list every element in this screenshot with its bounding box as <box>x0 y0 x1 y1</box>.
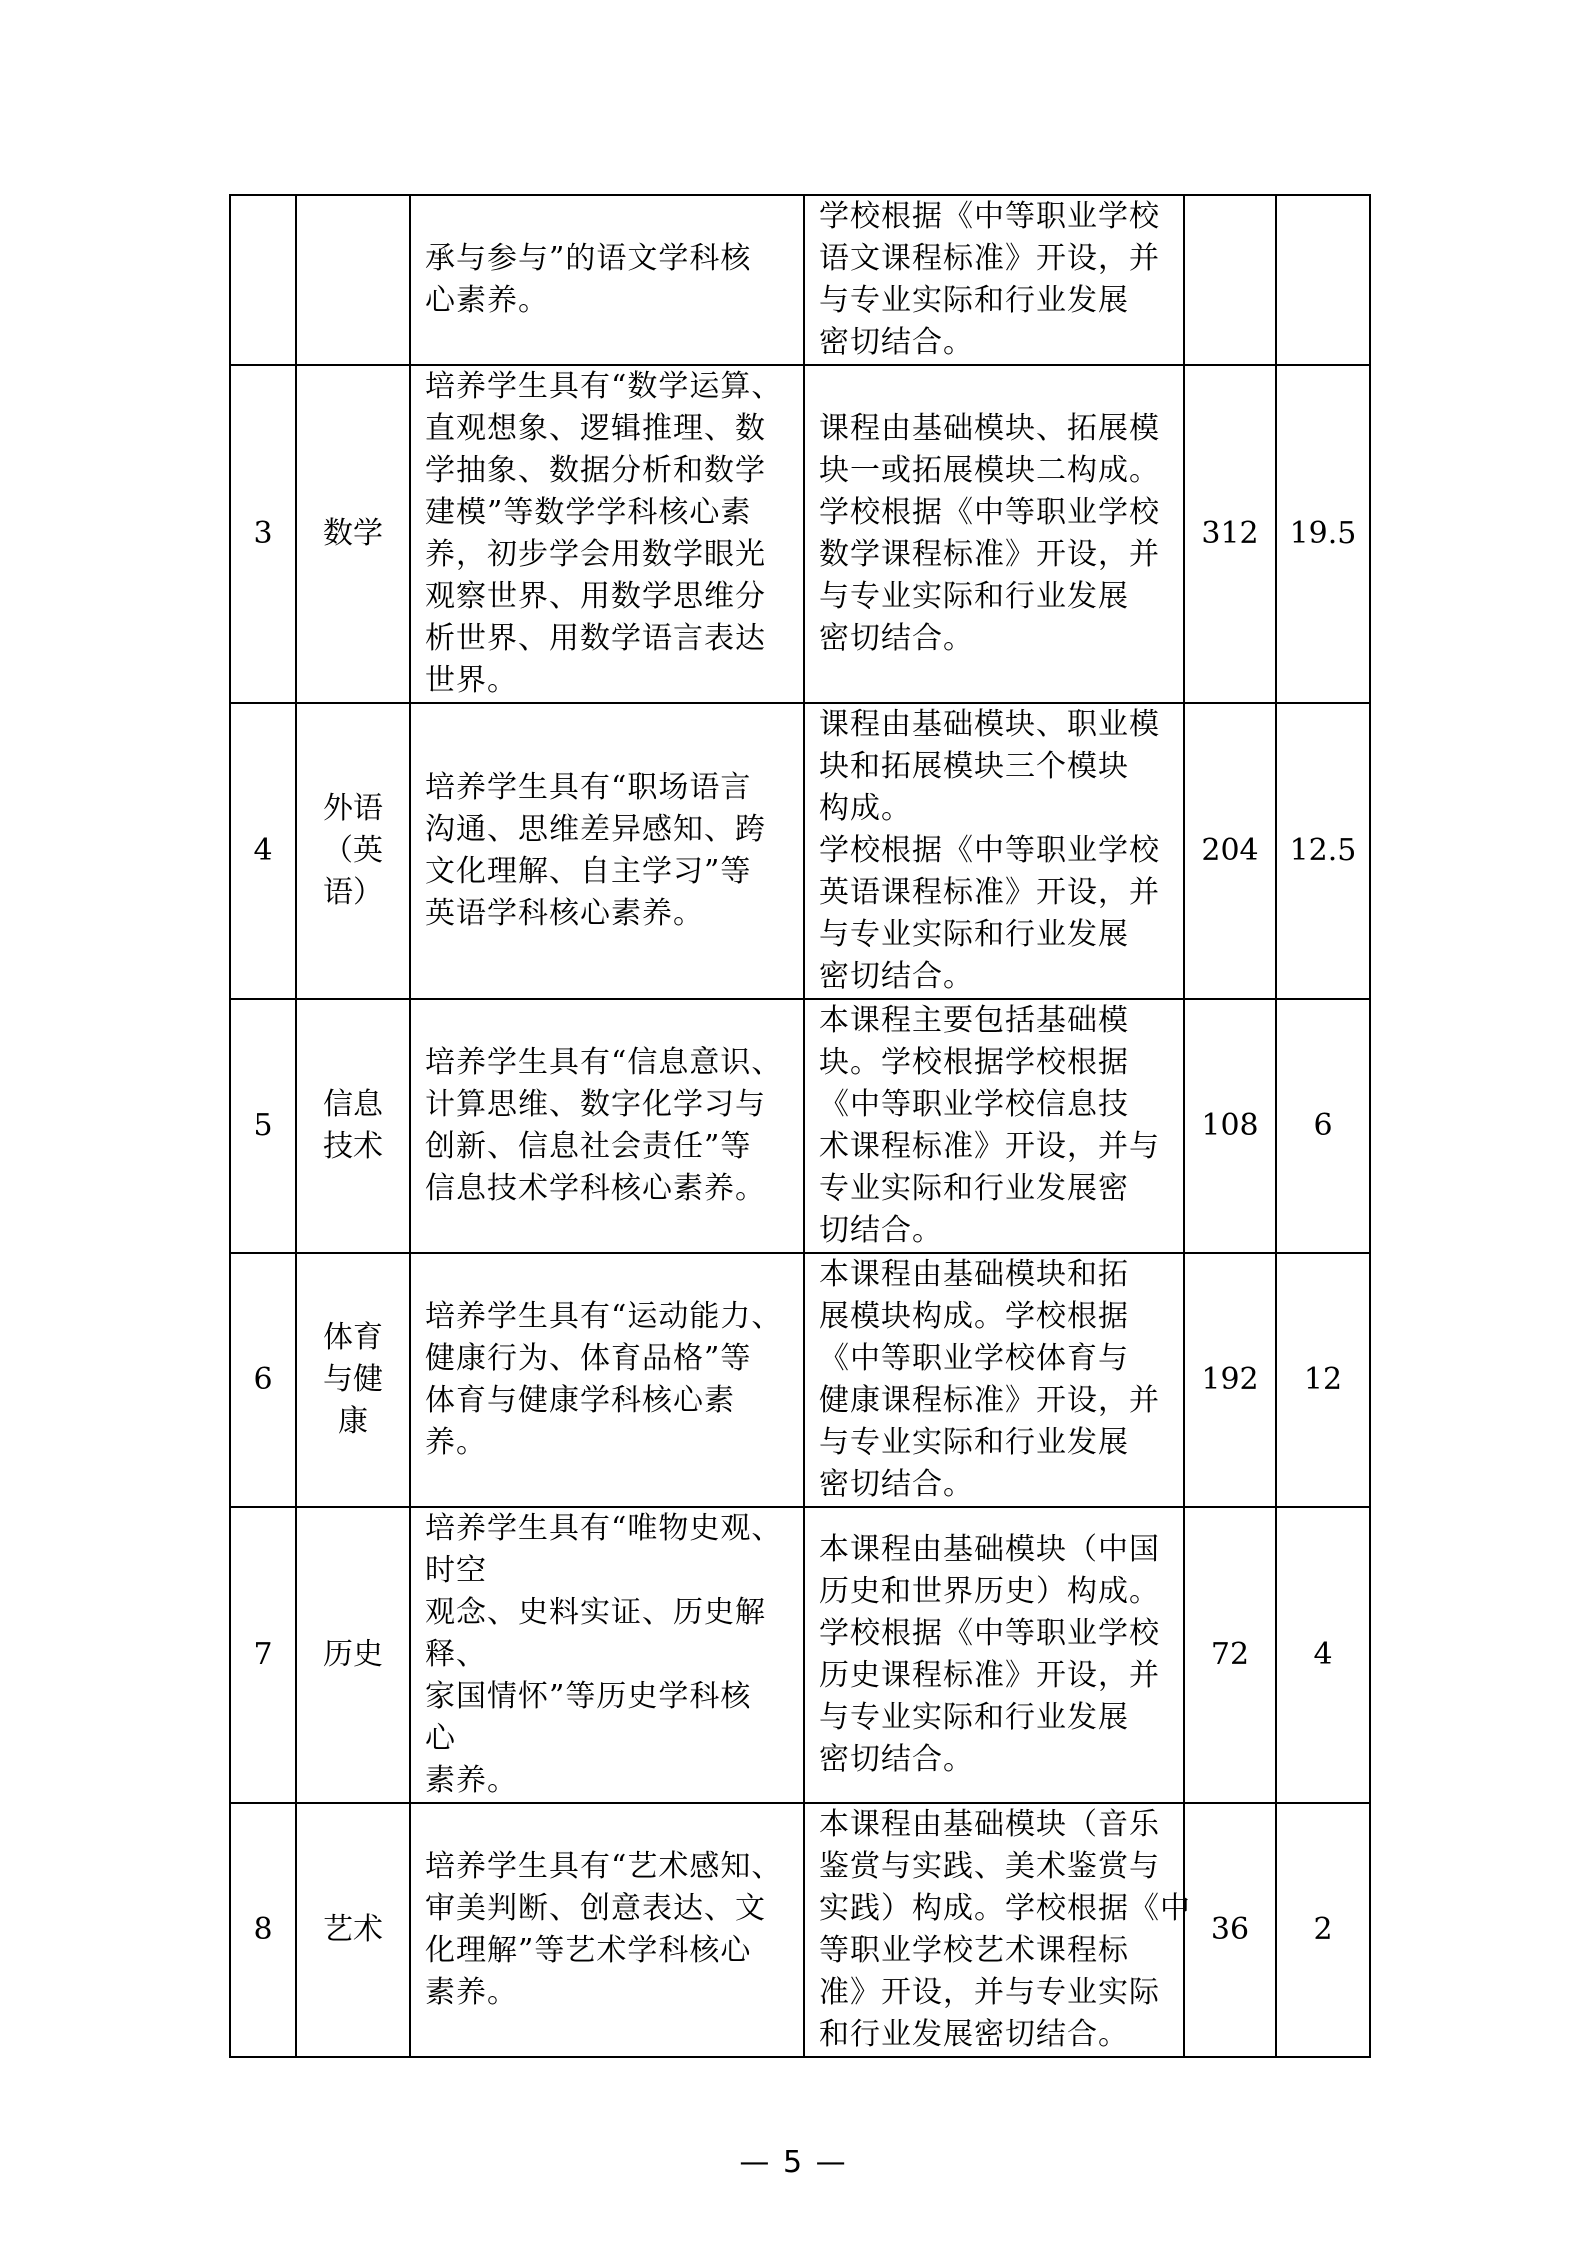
course-objective-line: 直观想象、逻辑推理、数 <box>425 411 766 446</box>
course-objective-line: 培养学生具有“数学运算、 <box>425 369 783 404</box>
course-hours <box>1184 195 1276 365</box>
course-requirement-line: 学校根据《中等职业学校 <box>819 1616 1160 1651</box>
course-objective-line: 观察世界、用数学思维分 <box>425 579 766 614</box>
course-credits: 2 <box>1276 1803 1370 2057</box>
course-requirement-line: 与专业实际和行业发展 <box>819 579 1129 614</box>
course-requirement-line: 密切结合。 <box>819 621 974 656</box>
course-name-line: 与健 <box>323 1362 383 1397</box>
course-objective-line: 建模”等数学学科核心素 <box>425 495 752 530</box>
course-requirement-line: 课程由基础模块、拓展模 <box>819 411 1160 446</box>
course-objective-line: 培养学生具有“艺术感知、 <box>425 1849 783 1884</box>
course-number: 5 <box>230 999 296 1253</box>
course-requirement <box>804 195 1184 365</box>
course-name <box>296 365 410 703</box>
table-row <box>230 365 1370 703</box>
course-name <box>296 1803 410 2057</box>
course-credits: 4 <box>1276 1507 1370 1803</box>
course-hours: 72 <box>1184 1507 1276 1803</box>
course-requirement-line: 密切结合。 <box>819 959 974 994</box>
course-objective-line: 时空 <box>425 1553 487 1588</box>
course-table <box>229 194 1371 2058</box>
course-objective-line: 养。 <box>425 1425 487 1460</box>
course-number: 8 <box>230 1803 296 2057</box>
course-requirement-line: 历史和世界历史）构成。 <box>819 1574 1160 1609</box>
course-requirement-line: 本课程由基础模块（中国 <box>819 1532 1160 1567</box>
course-credits: 19.5 <box>1276 365 1370 703</box>
course-objective-line: 释、 <box>425 1637 487 1672</box>
course-credits: 6 <box>1276 999 1370 1253</box>
course-requirement-line: 学校根据《中等职业学校 <box>819 199 1160 234</box>
course-requirement-line: 《中等职业学校信息技 <box>819 1087 1129 1122</box>
course-table-body <box>230 195 1370 2057</box>
course-number: 3 <box>230 365 296 703</box>
course-requirement-line: 历史课程标准》开设，并 <box>819 1658 1160 1693</box>
course-objective <box>410 1507 804 1803</box>
course-number: 6 <box>230 1253 296 1507</box>
course-name-line: 技术 <box>323 1129 383 1164</box>
course-objective <box>410 703 804 999</box>
course-objective <box>410 365 804 703</box>
course-requirement-line: 准》开设，并与专业实际 <box>819 1975 1160 2010</box>
course-requirement-line: 块和拓展模块三个模块 <box>819 749 1129 784</box>
course-requirement-line: 《中等职业学校体育与 <box>819 1341 1129 1376</box>
course-hours: 36 <box>1184 1803 1276 2057</box>
course-requirement-line: 密切结合。 <box>819 1467 974 1502</box>
course-objective-line: 承与参与”的语文学科核 <box>425 241 752 276</box>
course-requirement-line: 密切结合。 <box>819 325 974 360</box>
course-credits: 12.5 <box>1276 703 1370 999</box>
course-objective-line: 培养学生具有“信息意识、 <box>425 1045 783 1080</box>
course-objective-line: 心 <box>425 1721 456 1756</box>
course-requirement-line: 展模块构成。学校根据 <box>819 1299 1129 1334</box>
course-requirement <box>804 999 1184 1253</box>
course-number: 4 <box>230 703 296 999</box>
course-name <box>296 999 410 1253</box>
course-objective-line: 英语学科核心素养。 <box>425 896 704 931</box>
course-hours: 108 <box>1184 999 1276 1253</box>
course-objective <box>410 999 804 1253</box>
course-objective-line: 学抽象、数据分析和数学 <box>425 453 766 488</box>
page-number: — 5 — <box>739 2145 848 2180</box>
course-objective-line: 素养。 <box>425 1975 518 2010</box>
course-requirement-line: 构成。 <box>819 791 912 826</box>
course-name-line: 语） <box>323 875 383 910</box>
course-hours: 312 <box>1184 365 1276 703</box>
course-requirement-line: 学校根据《中等职业学校 <box>819 833 1160 868</box>
course-name-line: （英 <box>323 833 383 868</box>
course-objective-line: 创新、信息社会责任”等 <box>425 1129 752 1164</box>
course-objective-line: 文化理解、自主学习”等 <box>425 854 752 889</box>
course-requirement-line: 与专业实际和行业发展 <box>819 283 1129 318</box>
course-name <box>296 1507 410 1803</box>
course-requirement-line: 本课程由基础模块（音乐 <box>819 1807 1160 1842</box>
course-name-line: 康 <box>338 1404 368 1439</box>
course-credits <box>1276 195 1370 365</box>
course-requirement-line: 与专业实际和行业发展 <box>819 917 1129 952</box>
course-name <box>296 703 410 999</box>
course-objective-line: 心素养。 <box>425 283 549 318</box>
table-row <box>230 195 1370 365</box>
course-requirement-line: 术课程标准》开设，并与 <box>819 1129 1160 1164</box>
course-name-line: 体育 <box>323 1320 383 1355</box>
table-row <box>230 703 1370 999</box>
course-requirement <box>804 1803 1191 2057</box>
course-objective-line: 沟通、思维差异感知、跨 <box>425 812 766 847</box>
course-objective-line: 观念、史料实证、历史解 <box>425 1595 766 1630</box>
course-objective-line: 世界。 <box>425 663 518 698</box>
course-requirement-line: 和行业发展密切结合。 <box>819 2017 1129 2052</box>
table-row <box>230 1253 1370 1507</box>
course-requirement <box>804 1507 1184 1803</box>
course-name-line: 外语 <box>323 791 383 826</box>
course-name-line: 信息 <box>323 1087 383 1122</box>
course-objective-line: 家国情怀”等历史学科核 <box>425 1679 752 1714</box>
course-objective-line: 培养学生具有“职场语言 <box>425 770 752 805</box>
course-objective <box>410 195 804 365</box>
course-requirement-line: 块。学校根据学校根据 <box>819 1045 1129 1080</box>
course-requirement-line: 本课程主要包括基础模 <box>819 1003 1129 1038</box>
course-requirement-line: 数学课程标准》开设，并 <box>819 537 1160 572</box>
course-objective-line: 体育与健康学科核心素 <box>425 1383 735 1418</box>
course-name <box>296 1253 410 1507</box>
course-requirement <box>804 703 1184 999</box>
course-objective-line: 培养学生具有“唯物史观、 <box>425 1511 783 1546</box>
course-requirement <box>804 1253 1184 1507</box>
course-objective-line: 化理解”等艺术学科核心 <box>425 1933 752 1968</box>
course-objective-line: 信息技术学科核心素养。 <box>425 1171 766 1206</box>
course-objective-line: 审美判断、创意表达、文 <box>425 1891 766 1926</box>
course-objective-line: 析世界、用数学语言表达 <box>425 621 766 656</box>
course-objective-line: 培养学生具有“运动能力、 <box>425 1299 783 1334</box>
course-requirement-line: 等职业学校艺术课程标 <box>819 1933 1129 1968</box>
course-requirement-line: 语文课程标准》开设，并 <box>819 241 1160 276</box>
course-objective-line: 养，初步学会用数学眼光 <box>425 537 766 572</box>
course-objective-line: 健康行为、体育品格”等 <box>425 1341 752 1376</box>
course-requirement-line: 本课程由基础模块和拓 <box>819 1257 1129 1292</box>
course-requirement-line: 学校根据《中等职业学校 <box>819 495 1160 530</box>
course-objective <box>410 1803 804 2057</box>
table-row <box>230 999 1370 1253</box>
course-requirement-line: 切结合。 <box>819 1213 943 1248</box>
course-hours: 204 <box>1184 703 1276 999</box>
course-requirement-line: 与专业实际和行业发展 <box>819 1425 1129 1460</box>
course-number: 7 <box>230 1507 296 1803</box>
course-requirement-line: 健康课程标准》开设，并 <box>819 1383 1160 1418</box>
course-hours: 192 <box>1184 1253 1276 1507</box>
course-requirement-line: 实践）构成。学校根据《中 <box>819 1891 1191 1926</box>
course-objective <box>410 1253 804 1507</box>
course-name-line: 历史 <box>323 1637 383 1672</box>
course-requirement-line: 课程由基础模块、职业模 <box>819 707 1160 742</box>
course-requirement-line: 块一或拓展模块二构成。 <box>819 453 1160 488</box>
table-row <box>230 1507 1370 1803</box>
course-requirement-line: 与专业实际和行业发展 <box>819 1700 1129 1735</box>
course-requirement <box>804 365 1184 703</box>
course-objective-line: 素养。 <box>425 1763 518 1798</box>
course-name-line: 艺术 <box>323 1912 383 1947</box>
course-credits: 12 <box>1276 1253 1370 1507</box>
course-name <box>296 195 410 365</box>
course-requirement-line: 鉴赏与实践、美术鉴赏与 <box>819 1849 1160 1884</box>
course-requirement-line: 密切结合。 <box>819 1742 974 1777</box>
table-row <box>230 1803 1370 2057</box>
course-objective-line: 计算思维、数字化学习与 <box>425 1087 766 1122</box>
course-requirement-line: 英语课程标准》开设，并 <box>819 875 1160 910</box>
course-requirement-line: 专业实际和行业发展密 <box>819 1171 1129 1206</box>
course-name-line: 数学 <box>323 516 383 551</box>
course-number <box>230 195 296 365</box>
